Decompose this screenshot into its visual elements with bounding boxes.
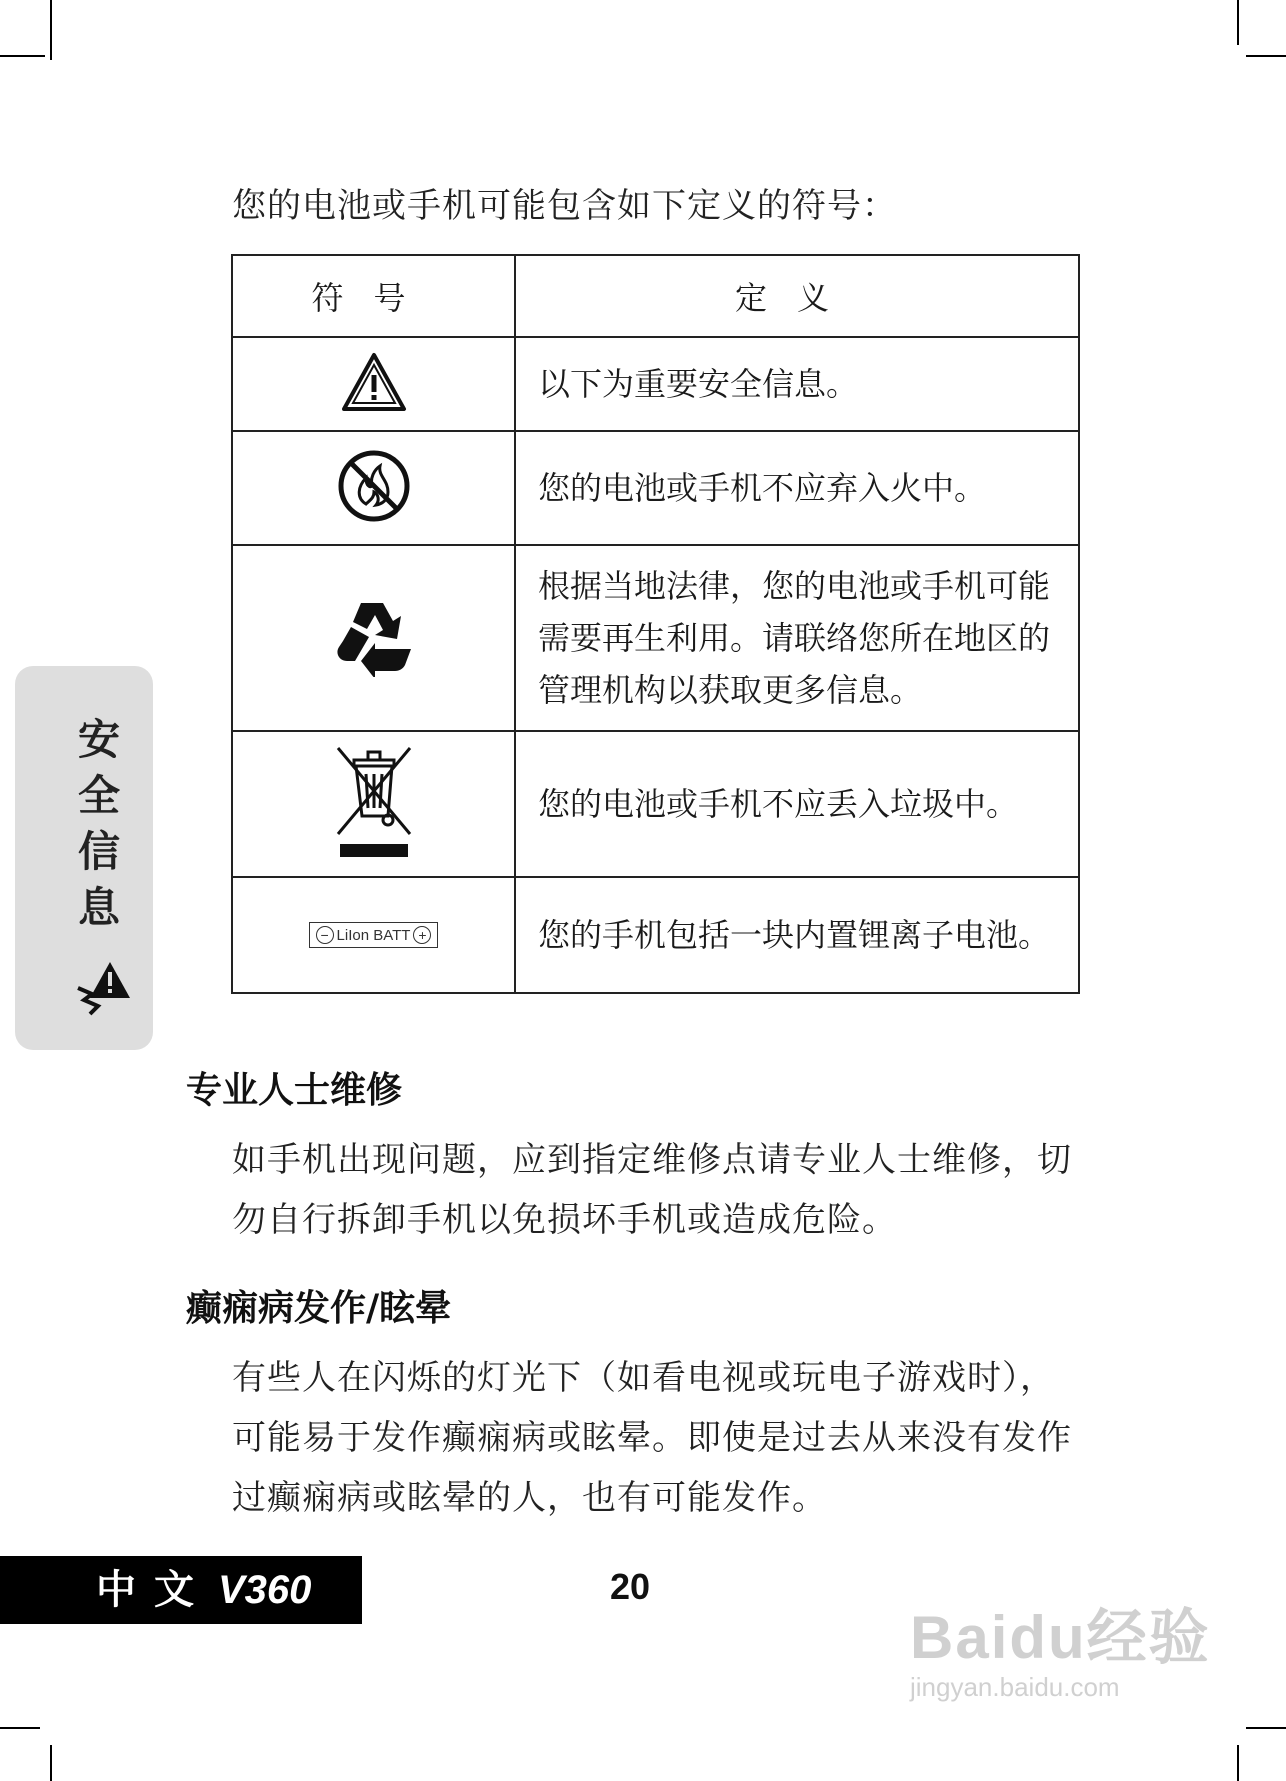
table-header-row bbox=[232, 255, 1079, 337]
table-row bbox=[232, 877, 1079, 993]
warning-triangle-icon bbox=[341, 351, 407, 413]
crop-mark bbox=[0, 55, 45, 57]
symbols-table bbox=[231, 254, 1080, 994]
page-number: 20 bbox=[610, 1566, 651, 1607]
definition-cell: 您的电池或手机不应弃入火中。 bbox=[515, 431, 1079, 545]
side-tab-char: 信 bbox=[78, 827, 121, 876]
crop-mark bbox=[1246, 55, 1286, 57]
side-tab-char: 全 bbox=[78, 771, 121, 820]
electric-warning-icon bbox=[74, 958, 132, 1016]
definition-cell: 以下为重要安全信息。 bbox=[515, 337, 1079, 431]
section-paragraph: 如手机出现问题，应到指定维修点请专业人士维修，切勿自行拆卸手机以免损坏手机或造成危险。 bbox=[232, 1140, 1072, 1240]
side-tab-label bbox=[78, 712, 126, 936]
table-row bbox=[232, 731, 1079, 877]
crossed-bin-icon bbox=[332, 744, 416, 860]
recycle-icon bbox=[331, 595, 417, 677]
footer-language: 中文 bbox=[96, 1567, 212, 1613]
crop-mark bbox=[50, 0, 52, 60]
footer-bar bbox=[0, 1556, 362, 1624]
watermark-brand: Baidu经验 bbox=[910, 1604, 1211, 1671]
definition-cell: 您的电池或手机不应丢入垃圾中。 bbox=[515, 731, 1079, 877]
watermark-url: jingyan.baidu.com bbox=[910, 1672, 1120, 1702]
table-row bbox=[232, 337, 1079, 431]
crop-mark bbox=[50, 1745, 52, 1781]
crop-mark bbox=[0, 1727, 40, 1729]
section-paragraph: 有些人在闪烁的灯光下（如看电视或玩电子游戏时），可能易于发作癫痫病或眩晕。即使是过去从来没有发作过癫痫病或眩晕的人，也有可能发作。 bbox=[232, 1358, 1072, 1518]
section-heading: 专业人士维修 bbox=[186, 1069, 403, 1111]
table-row bbox=[232, 545, 1079, 731]
footer-model: V360 bbox=[218, 1568, 312, 1612]
crop-mark bbox=[1246, 1727, 1286, 1729]
battery-label: LiIon BATT bbox=[336, 926, 411, 944]
watermark bbox=[910, 1590, 1211, 1703]
plus-icon: + bbox=[413, 926, 431, 944]
side-tab-char: 息 bbox=[78, 883, 121, 932]
definition-column-header: 定义 bbox=[515, 255, 1079, 337]
symbol-column-header: 符号 bbox=[232, 255, 515, 337]
side-tab-char: 安 bbox=[78, 715, 121, 764]
table-row bbox=[232, 431, 1079, 545]
definition-cell: 您的手机包括一块内置锂离子电池。 bbox=[515, 877, 1079, 993]
section-heading: 癫痫病发作/眩晕 bbox=[186, 1287, 452, 1329]
li-ion-battery-icon bbox=[309, 922, 439, 948]
minus-icon: − bbox=[316, 926, 334, 944]
crop-mark bbox=[1237, 0, 1239, 45]
no-fire-icon bbox=[336, 448, 412, 524]
definition-cell: 根据当地法律，您的电池或手机可能需要再生利用。请联络您所在地区的管理机构以获取更多信息。 bbox=[515, 545, 1079, 731]
crop-mark bbox=[1237, 1745, 1239, 1781]
intro-text: 您的电池或手机可能包含如下定义的符号： bbox=[232, 186, 897, 226]
